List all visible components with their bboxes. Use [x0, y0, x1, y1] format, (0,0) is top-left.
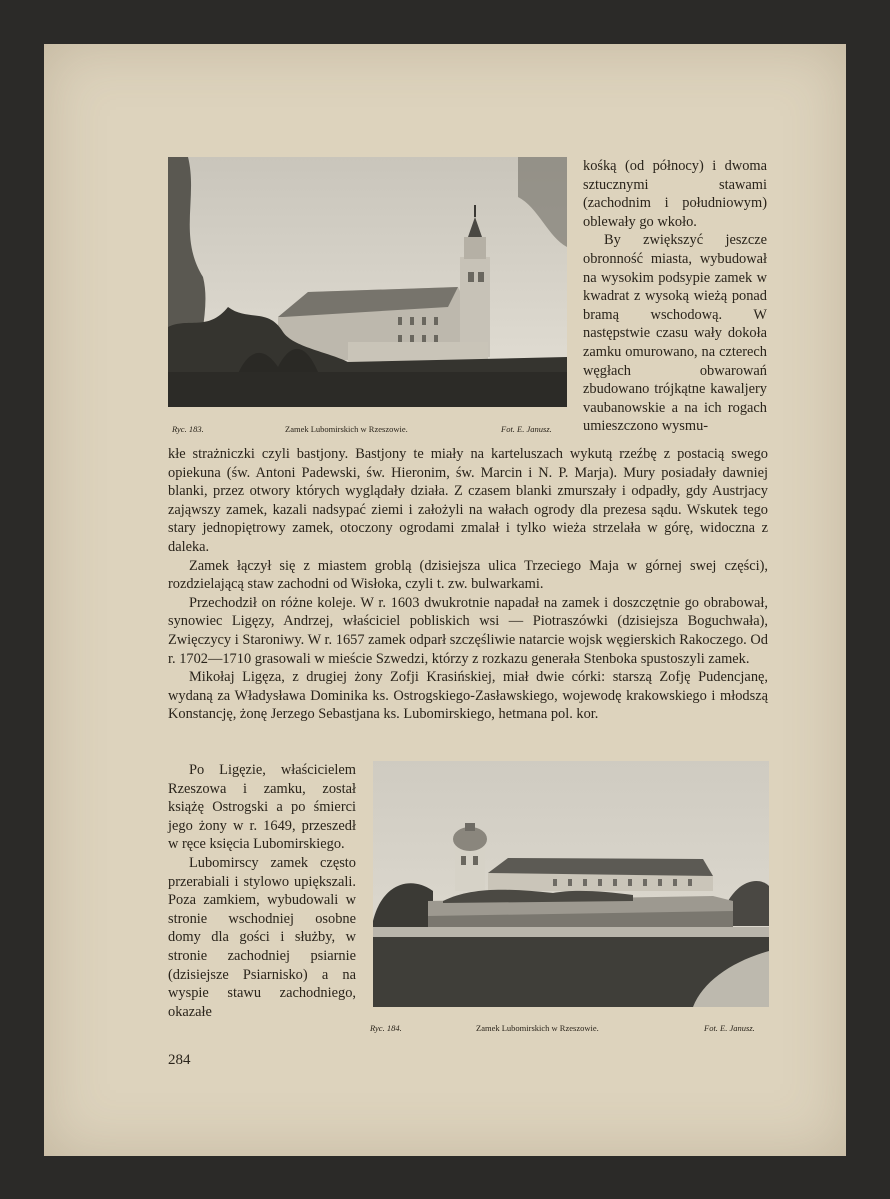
figure-183-title: Zamek Lubomirskich w Rzeszowie.	[285, 424, 408, 434]
castle-photo-2	[373, 761, 769, 1007]
paragraph: Przechodził on różne koleje. W r. 1603 dwukrotnie napadał na zamek i doszczętnie go obrabował, synowiec Ligęzy, Andrzej, właściciel pobliskich wsi — Piotraszówki (dzisiejsza Boguchwała), Zwięczycy i Staroniwy. W r. 1657 zamek odparł szczęśliwie natarcie wojsk węgierskich Rakoczego. Od r. 1702—1710 grasowali w mieście Szwedzi, którzy z rozkazu generała Stenboka spustoszyli zamek.	[168, 594, 768, 667]
paragraph: kłe strażniczki czyli bastjony. Bastjony te miały na karteluszach wykutą rzeźbę z postacią swego opiekuna (św. Antoni Padewski, św. Hieronim, św. Marcin i N. P. Marja). Mury posiadały dawniej blanki, przez otwory których wyglądały działa. Z czasem blanki zmurszały i odpadły, gdy Austrjacy zająwszy zamek, kazali nadsypać ziemi i założyli na wałach ogrody dla prezesa sądu. Wskutek tego stary jednopiętrowy zamek, otoczony ogrodami zmalał i tylko wieża strzelała w górę, widoczna z daleka.	[168, 446, 768, 555]
paragraph: Zamek łączył się z miastem groblą (dzisiejsza ulica Trzeciego Maja w górnej swej części), rozdzielającą staw zachodni od Wisłoka, czyli t. zw. bulwarkami.	[168, 557, 768, 593]
page-number: 284	[168, 1052, 191, 1068]
left-column-text	[168, 761, 356, 1021]
figure-184-ref: Ryc. 184.	[370, 1023, 402, 1033]
castle-photo-1-image	[168, 157, 567, 407]
figure-184-credit: Fot. E. Janusz.	[704, 1023, 755, 1033]
paragraph: kośką (od północy) i dwoma sztucznymi stawami (zachodnim i południowym) oblewały go wkoło.	[583, 158, 767, 230]
castle-photo-1	[168, 157, 567, 407]
figure-183-credit: Fot. E. Janusz.	[501, 424, 552, 434]
figure-184-title: Zamek Lubomirskich w Rzeszowie.	[476, 1023, 599, 1033]
paragraph: Mikołaj Ligęza, z drugiej żony Zofji Krasińskiej, miał dwie córki: starszą Zofję Pudencjanę, wydaną za Władysława Dominika ks. Ostrogskiego-Zasławskiego, wojewodę krakowskiego i młodszą Konstancję, żonę Jerzego Sebastjana ks. Lubomirskiego, hetmana pol. kor.	[168, 669, 768, 723]
paragraph: By zwiększyć jeszcze obronność miasta, wybudował na wysokim podsypie zamek w kwadrat z wysoką wieżą ponad bramą wschodową. W następstwie czasu wały dokoła zamku omurowano, na czterech węgłach obwarowań zbudowano trójkątne kawaljery vaubanowskie a na ich rogach umieszczono wysmu-	[583, 232, 767, 435]
paragraph: Lubomirscy zamek często przerabiali i stylowo upiększali. Poza zamkiem, wybudowali w stronie wschodniej osobne domy dla gości i służby, w stronie zachodniej psiarnie (dzisiejsze Psiarnisko) a na wyspie stawu zachodniego, okazałe	[168, 854, 356, 1020]
paragraph: Po Ligęzie, właścicielem Rzeszowa i zamku, został książę Ostrogski a po śmierci jego żony w r. 1649, przeszedł w ręce księcia Lubomirskiego.	[168, 762, 356, 853]
right-column-text	[583, 157, 767, 436]
full-width-text	[168, 445, 768, 724]
castle-photo-2-image	[373, 761, 769, 1007]
figure-183-ref: Ryc. 183.	[172, 424, 204, 434]
